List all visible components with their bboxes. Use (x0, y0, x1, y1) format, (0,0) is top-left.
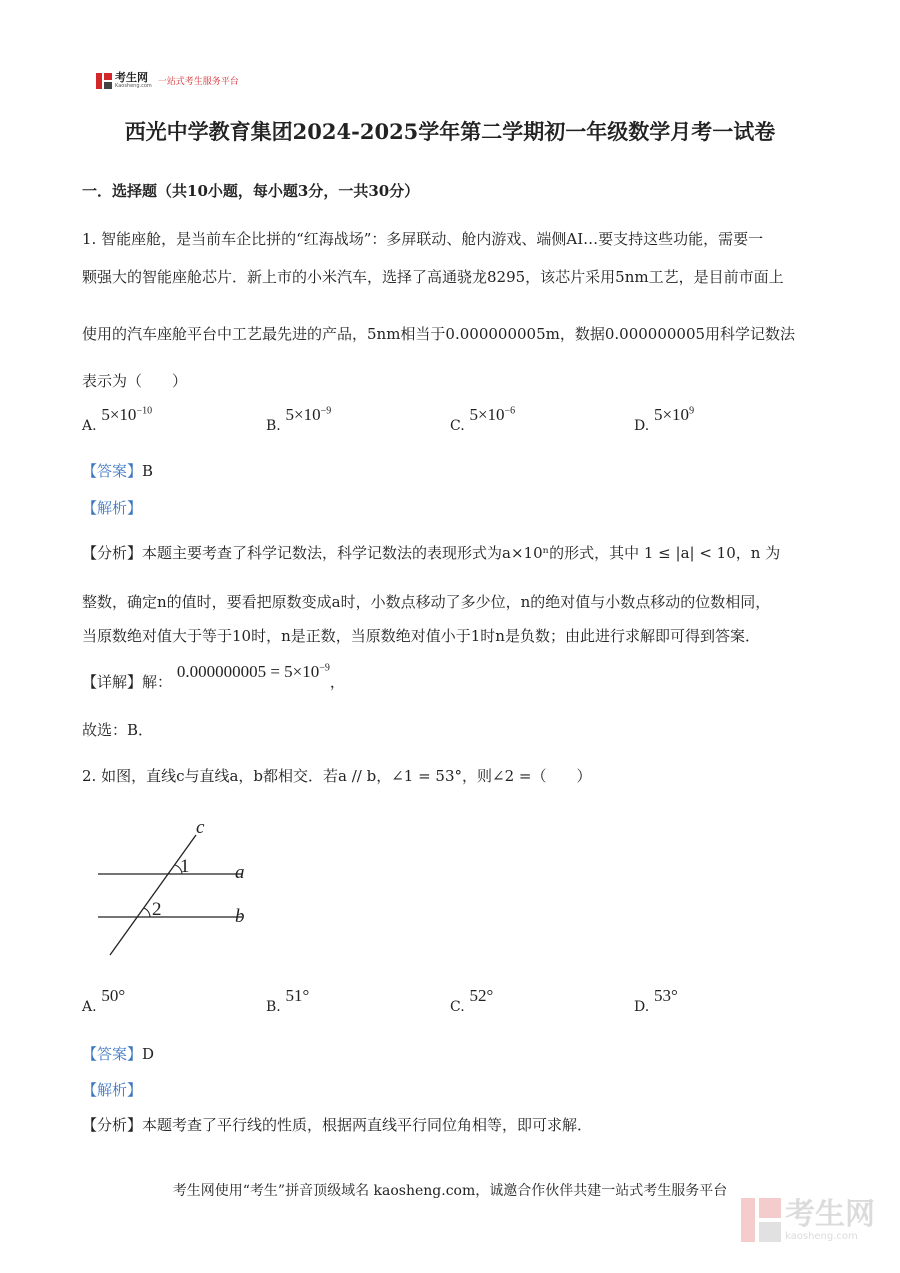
section-heading: 一．选择题（共10小题，每小题3分，一共30分） (82, 182, 420, 200)
q2-option-a-value: 50° (101, 986, 126, 1005)
header-slogan: 一站式考生服务平台 (157, 77, 239, 87)
q1-fenxi-1: 【分析】本题主要考查了科学记数法，科学记数法的表现形式为a×10ⁿ的形式，其中 1 ≤ |a| < 10，n 为 (82, 544, 781, 562)
q2-option-d[interactable]: D. 53° (634, 986, 678, 1015)
angle-2-arc (144, 908, 150, 917)
parallel-lines-figure (92, 815, 262, 960)
q2-option-d-value: 53° (653, 986, 678, 1005)
q1-line-1: 1. 智能座舱，是当前车企比拼的“红海战场”：多屏联动、舱内游戏、端侧AI…要支持这些功能，需要一 (82, 230, 764, 248)
q1-option-b[interactable]: B. $5\times 10^{-9}$ (266, 405, 332, 434)
label-angle-2: 2 (152, 899, 162, 920)
q2-analysis-tag: 【解析】 (82, 1081, 143, 1099)
q2-fenxi: 【分析】本题考查了平行线的性质，根据两直线平行同位角相等，即可求解． (82, 1116, 593, 1134)
q1-analysis-tag: 【解析】 (82, 499, 143, 517)
watermark-name: 考生网 (785, 1196, 875, 1232)
watermark (741, 1198, 875, 1242)
q1-option-d-value: $5\times 10^9$ (653, 405, 695, 424)
q1-line-4: 表示为（ ） (82, 372, 188, 390)
line-c (110, 835, 196, 955)
q2-answer: 【答案】D (82, 1045, 155, 1063)
q2-option-c-value: 52° (469, 986, 494, 1005)
page-footer: 考生网使用“考生”拼音顶级域名 kaosheng.com，诚邀合作伙伴共建一站式考生服务平台 (172, 1183, 728, 1199)
q1-fenxi-3: 当原数绝对值大于等于10时，n是正数，当原数绝对值小于1时n是负数；由此进行求解即可得到答案． (82, 627, 760, 645)
q1-detail: 【详解】解： $0.000000005 = 5\times 10^{-9}$， (82, 662, 345, 691)
q2-option-b[interactable]: B. 51° (266, 986, 310, 1015)
q2-stem: 2. 如图，直线c与直线a，b都相交．若a // b，∠1 = 53°，则∠2 =（ ） (82, 767, 592, 785)
page-title: 西光中学教育集团2024-2025学年第二学期初一年级数学月考一试卷 (124, 119, 776, 144)
q1-option-b-value: $5\times 10^{-9}$ (285, 405, 332, 424)
header-logo (96, 72, 239, 89)
q2-option-b-value: 51° (285, 986, 310, 1005)
kaosheng-logo-icon (96, 73, 112, 89)
q1-line-3: 使用的汽车座舱平台中工艺最先进的产品，5nm相当于0.000000005m，数据0.000000005用科学记数法 (82, 325, 796, 343)
watermark-logo-icon (741, 1198, 781, 1242)
q1-fenxi-2: 整数，确定n的值时，要看把原数变成a时，小数点移动了多少位，n的绝对值与小数点移动的位数相同， (82, 593, 771, 611)
label-b: b (235, 906, 245, 927)
q1-choose: 故选：B． (82, 721, 154, 739)
q2-option-c[interactable]: C. 52° (450, 986, 494, 1015)
q1-option-c-value: $5\times 10^{-6}$ (469, 405, 516, 424)
label-a: a (235, 862, 245, 883)
q1-option-c[interactable]: C. $5\times 10^{-6}$ (450, 405, 516, 434)
q1-option-a-value: $5\times 10^{-10}$ (101, 405, 153, 424)
q1-line-2: 颗强大的智能座舱芯片．新上市的小米汽车，选择了高通骁龙8295，该芯片采用5nm工艺，是目前市面上 (82, 268, 784, 286)
label-angle-1: 1 (180, 856, 190, 877)
watermark-domain: kaosheng.com (785, 1230, 858, 1242)
q1-option-d[interactable]: D. $5\times 10^9$ (634, 405, 695, 434)
q2-option-a[interactable]: A. 50° (82, 986, 126, 1015)
logo-name: 考生网 (115, 71, 148, 84)
q1-option-a[interactable]: A. $5\times 10^{-10}$ (82, 405, 153, 434)
logo-domain: Kaosheng.com (115, 83, 152, 89)
label-c: c (196, 817, 205, 838)
q1-answer: 【答案】B (82, 462, 154, 480)
